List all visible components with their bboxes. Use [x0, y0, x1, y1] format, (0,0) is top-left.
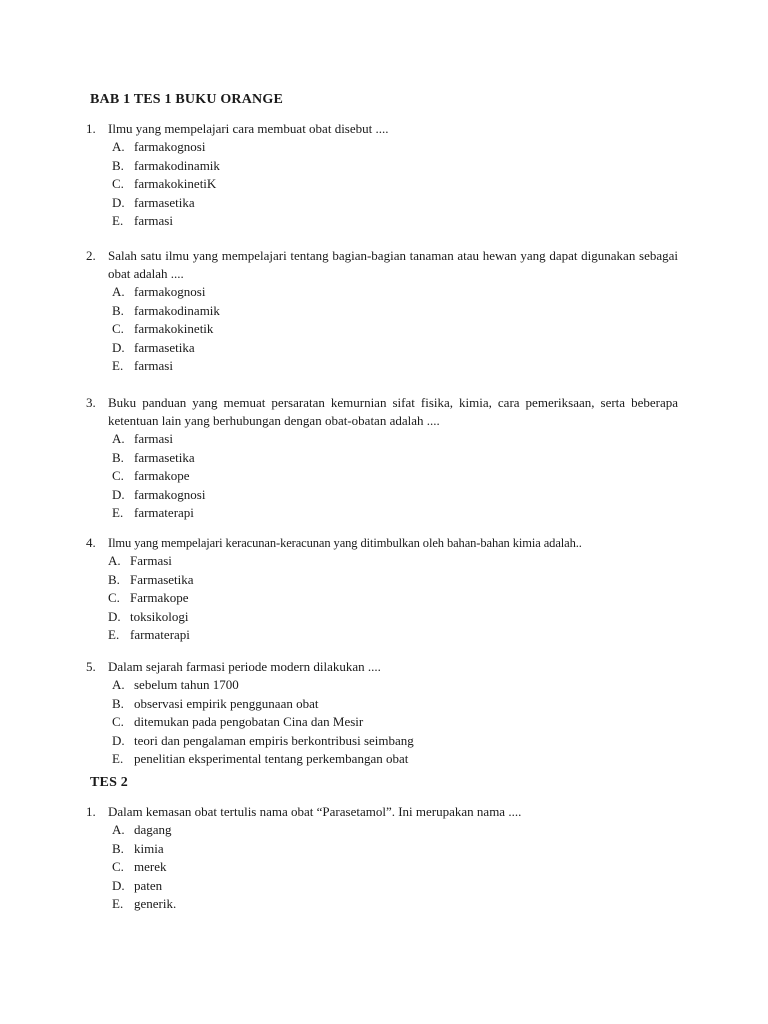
question-text: Ilmu yang mempelajari cara membuat obat disebut .... — [108, 121, 389, 136]
option-letter: D. — [112, 732, 125, 748]
option-text: teori dan pengalaman empiris berkontribusi seimbang — [134, 732, 414, 748]
question-4 — [86, 534, 678, 645]
option-text: farmaterapi — [130, 627, 190, 642]
option-text: farmakognosi — [134, 486, 206, 502]
option-letter: B. — [112, 840, 124, 856]
option-text: farmakodinamik — [134, 157, 220, 173]
option-list — [86, 552, 678, 645]
option-letter: B. — [108, 571, 120, 587]
option-letter: A. — [108, 553, 121, 568]
question-2 — [86, 247, 678, 376]
question-5 — [86, 658, 678, 769]
option-e — [86, 895, 678, 914]
option-list — [86, 138, 678, 231]
option-text: kimia — [134, 840, 164, 856]
tes2-question-1 — [86, 803, 678, 914]
option-list — [86, 430, 678, 523]
question-number: 4. — [86, 535, 96, 550]
option-letter: B. — [112, 302, 124, 318]
option-text: merek — [134, 859, 167, 874]
option-text: farmakognosi — [134, 139, 206, 154]
option-letter: A. — [112, 677, 125, 692]
option-b — [86, 302, 678, 321]
option-text: Farmakope — [130, 590, 189, 605]
option-letter: C. — [112, 468, 124, 483]
option-text: farmakokinetiK — [134, 176, 217, 191]
option-e — [86, 504, 678, 523]
question-number: 1. — [86, 121, 96, 136]
option-text: farmaterapi — [134, 505, 194, 520]
question-3 — [86, 394, 678, 523]
option-e — [86, 357, 678, 376]
option-text: sebelum tahun 1700 — [134, 677, 239, 692]
option-letter: E. — [112, 505, 124, 520]
option-text: farmakognosi — [134, 284, 206, 299]
option-letter: C. — [112, 859, 124, 874]
option-d — [86, 339, 678, 358]
option-letter: B. — [112, 695, 124, 711]
option-text: farmasetika — [134, 449, 195, 465]
question-text: Dalam kemasan obat tertulis nama obat “Parasetamol”. Ini merupakan nama .... — [108, 804, 522, 819]
option-text: farmakokinetik — [134, 321, 214, 336]
option-c — [86, 713, 678, 732]
option-letter: D. — [112, 486, 125, 502]
option-list — [86, 283, 678, 376]
option-letter: A. — [112, 139, 125, 154]
option-a — [86, 821, 678, 840]
option-c — [86, 858, 678, 877]
option-letter: D. — [112, 339, 125, 355]
option-letter: E. — [112, 896, 124, 911]
option-list — [86, 676, 678, 769]
option-b — [86, 695, 678, 714]
question-text: Ilmu yang mempelajari keracunan-keracunan yang ditimbulkan oleh bahan-bahan kimia adalah.. — [108, 536, 582, 550]
option-letter: C. — [112, 714, 124, 729]
option-text: farmasetika — [134, 194, 195, 210]
option-b — [86, 449, 678, 468]
option-letter: B. — [112, 449, 124, 465]
option-a — [86, 676, 678, 695]
option-letter: C. — [112, 176, 124, 191]
option-c — [86, 320, 678, 339]
question-number: 1. — [86, 804, 96, 819]
option-letter: E. — [112, 358, 124, 373]
option-letter: A. — [112, 822, 125, 837]
option-text: toksikologi — [130, 608, 189, 624]
option-letter: D. — [112, 877, 125, 893]
option-letter: D. — [108, 608, 121, 624]
question-number: 3. — [86, 395, 96, 410]
option-d — [86, 732, 678, 751]
option-text: paten — [134, 877, 163, 893]
option-a — [86, 430, 678, 449]
option-letter: E. — [108, 627, 120, 642]
option-text: penelitian eksperimental tentang perkembangan obat — [134, 751, 409, 766]
option-b — [86, 840, 678, 859]
option-b — [86, 571, 678, 590]
option-letter: C. — [112, 321, 124, 336]
option-text: farmasetika — [134, 339, 195, 355]
option-letter: A. — [112, 431, 125, 446]
option-letter: D. — [112, 194, 125, 210]
option-text: farmasi — [134, 358, 173, 373]
option-text: Farmasetika — [130, 571, 194, 587]
option-d — [86, 608, 678, 627]
option-d — [86, 486, 678, 505]
option-d — [86, 877, 678, 896]
option-list — [86, 821, 678, 914]
option-text: observasi empirik penggunaan obat — [134, 695, 319, 711]
question-text: Salah satu ilmu yang mempelajari tentang bagian-bagian tanaman atau hewan yang dapat digunakan sebagai obat adalah .... — [108, 248, 678, 281]
option-c — [86, 467, 678, 486]
option-text: dagang — [134, 822, 172, 837]
option-text: farmakope — [134, 468, 190, 483]
question-number: 5. — [86, 659, 96, 674]
section-heading-tes1: BAB 1 TES 1 BUKU ORANGE — [90, 92, 283, 107]
option-letter: A. — [112, 284, 125, 299]
section-heading-tes2: TES 2 — [90, 775, 128, 790]
option-text: farmasi — [134, 431, 173, 446]
option-e — [86, 212, 678, 231]
option-letter: B. — [112, 157, 124, 173]
option-text: farmakodinamik — [134, 302, 220, 318]
option-d — [86, 194, 678, 213]
option-text: farmasi — [134, 213, 173, 228]
option-text: generik. — [134, 896, 177, 911]
option-letter: E. — [112, 751, 124, 766]
option-e — [86, 626, 678, 645]
question-number: 2. — [86, 248, 96, 263]
question-text: Buku panduan yang memuat persaratan kemurnian sifat fisika, kimia, cara pemeriksaan, serta beberapa ketentuan lain yang berhubungan dengan obat-obatan adalah .... — [108, 395, 678, 428]
option-letter: C. — [108, 590, 120, 605]
option-c — [86, 175, 678, 194]
question-text: Dalam sejarah farmasi periode modern dilakukan .... — [108, 659, 381, 674]
option-b — [86, 157, 678, 176]
option-a — [86, 552, 678, 571]
option-a — [86, 138, 678, 157]
option-a — [86, 283, 678, 302]
option-text: ditemukan pada pengobatan Cina dan Mesir — [134, 714, 364, 729]
option-e — [86, 750, 678, 769]
option-letter: E. — [112, 213, 124, 228]
option-c — [86, 589, 678, 608]
question-1 — [86, 120, 678, 231]
option-text: Farmasi — [130, 553, 172, 568]
